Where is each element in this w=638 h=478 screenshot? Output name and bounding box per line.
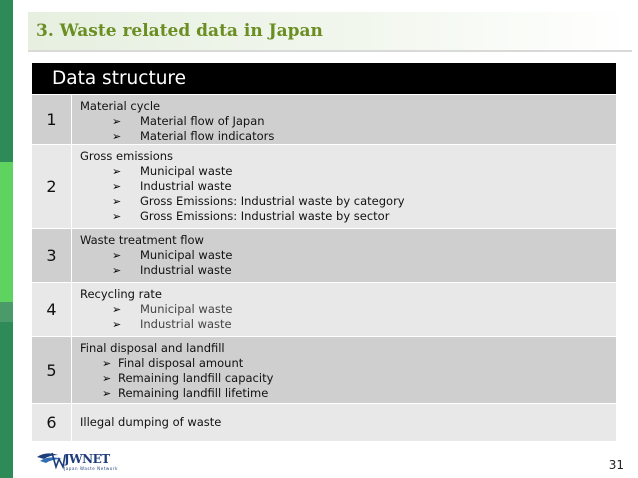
list-item-label: Municipal waste [140,248,233,262]
title-band [28,12,632,52]
list-item [80,114,616,129]
row-content [72,283,616,336]
row-content [72,145,616,228]
list-item-label: Municipal waste [140,164,233,178]
list-item-label: Remaining landfill capacity [118,371,274,385]
jwnet-logo [36,449,126,475]
list-item [80,209,616,224]
list-item-label: Final disposal amount [118,356,244,370]
list-item-label: Industrial waste [140,263,232,277]
table-row [32,337,616,404]
list-item [80,194,616,209]
row-number: 1 [32,95,72,144]
arrow-bullet-icon: ➢ [112,210,122,223]
arrow-bullet-icon: ➢ [112,165,122,178]
table-row [32,95,616,145]
arrow-bullet-icon: ➢ [112,303,122,316]
logo-subtext: Japan Waste Network [64,466,119,471]
table-heading: Data structure [32,63,616,95]
data-structure-table [32,63,616,442]
list-item [80,164,616,179]
list-item-label: Remaining landfill lifetime [118,386,269,400]
arrow-bullet-icon: ➢ [102,357,112,370]
table-row [32,145,616,229]
logo-wordmark: JWNET [64,452,110,466]
page-title: 3. Waste related data in Japan [36,21,323,41]
row-number: 4 [32,283,72,336]
list-item [80,129,616,144]
list-item [80,386,616,401]
row-title: Illegal dumping of waste [80,415,222,429]
arrow-bullet-icon: ➢ [112,318,122,331]
arrow-bullet-icon: ➢ [112,115,122,128]
row-content [72,404,616,441]
list-item [80,179,616,194]
table-row [32,229,616,283]
arrow-bullet-icon: ➢ [102,372,112,385]
row-title: Gross emissions [80,149,174,163]
arrow-bullet-icon: ➢ [102,387,112,400]
row-number: 6 [32,404,72,441]
list-item [80,248,616,263]
side-accent-segment [0,302,13,322]
list-item-label: Gross Emissions: Industrial waste by sector [140,209,390,223]
list-item [80,302,616,317]
list-item [80,263,616,278]
row-title: Final disposal and landfill [80,341,225,355]
list-item [80,371,616,386]
table-row [32,404,616,442]
list-item-label: Material flow indicators [140,129,275,143]
side-accent-highlight [0,162,13,302]
row-title: Material cycle [80,99,161,113]
list-item-label: Gross Emissions: Industrial waste by category [140,194,405,208]
arrow-bullet-icon: ➢ [112,264,122,277]
row-content [72,95,616,144]
page-number: 31 [608,458,624,472]
side-accent-bar [0,0,13,478]
table-row [32,283,616,337]
row-number: 5 [32,337,72,403]
list-item-label: Industrial waste [140,317,232,331]
list-item [80,317,616,332]
arrow-bullet-icon: ➢ [112,195,122,208]
row-title: Waste treatment flow [80,233,204,247]
list-item-label: Material flow of Japan [140,114,265,128]
row-content [72,229,616,282]
row-number: 3 [32,229,72,282]
arrow-bullet-icon: ➢ [112,130,122,143]
row-content [72,337,616,403]
list-item [80,356,616,371]
jwnet-logo-icon [36,449,66,471]
arrow-bullet-icon: ➢ [112,180,122,193]
row-title: Recycling rate [80,287,162,301]
list-item-label: Industrial waste [140,179,232,193]
list-item-label: Municipal waste [140,302,233,316]
row-number: 2 [32,145,72,228]
arrow-bullet-icon: ➢ [112,249,122,262]
